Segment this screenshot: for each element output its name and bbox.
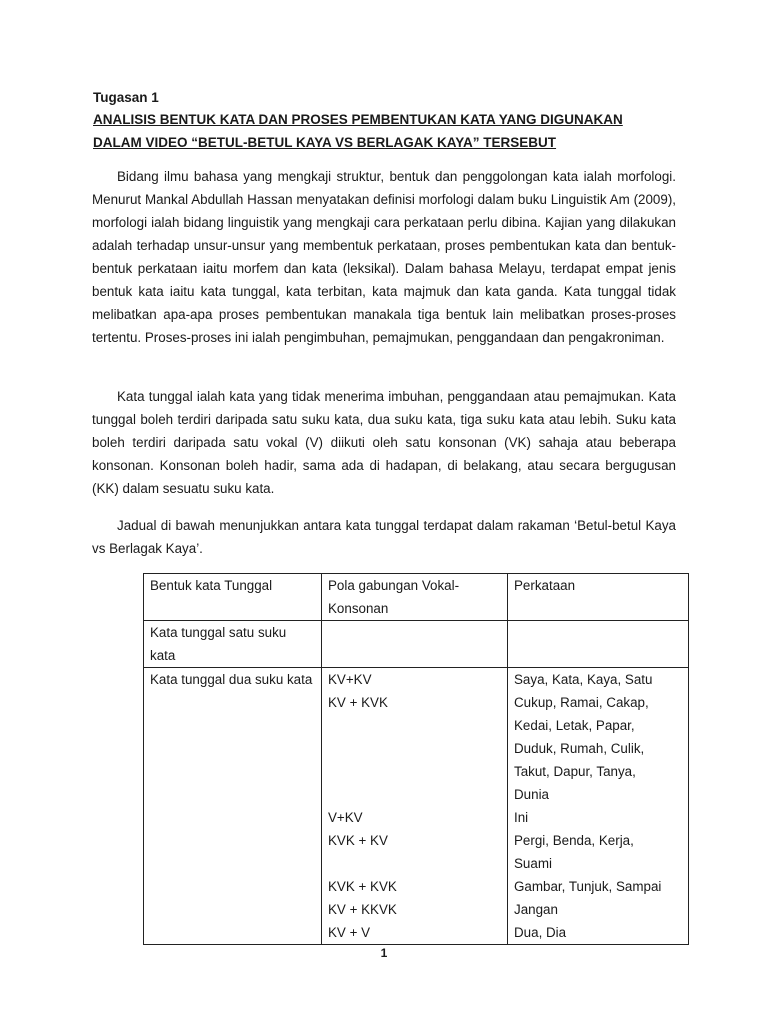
perkataan-line: Jangan: [514, 902, 558, 917]
pola-item: KV + KVK: [328, 695, 388, 710]
header-pola: Pola gabungan Vokal-Konsonan: [322, 574, 508, 621]
pola-item: V+KV: [328, 810, 363, 825]
pola-item: KVK + KV: [328, 833, 388, 848]
perkataan-line: Pergi, Benda, Kerja,: [514, 833, 634, 848]
perkataan-line: Dua, Dia: [514, 925, 567, 940]
title-line-1: ANALISIS BENTUK KATA DAN PROSES PEMBENTUKAN KATA YANG DIGUNAKAN: [93, 112, 623, 127]
pola-item: KV+KV: [328, 672, 372, 687]
pola-item: KVK + KVK: [328, 879, 397, 894]
title-line-2: DALAM VIDEO “BETUL-BETUL KAYA VS BERLAGAK KAYA” TERSEBUT: [93, 135, 557, 150]
table-row: [144, 668, 689, 945]
kata-tunggal-table: [143, 573, 689, 945]
row2-bentuk: Kata tunggal dua suku kata: [144, 668, 322, 945]
row1-bentuk: Kata tunggal satu suku kata: [144, 621, 322, 668]
pola-item: KV + V: [328, 925, 371, 940]
table-header-row: [144, 574, 689, 621]
perkataan-line: Takut, Dapur, Tanya,: [514, 764, 636, 779]
paragraph-kata-tunggal: Kata tunggal ialah kata yang tidak menerima imbuhan, penggandaan atau pemajmukan. Kata tunggal boleh terdiri daripada satu suku kata, dua suku kata, tiga suku kata atau lebih. Suku kata boleh terdiri daripada satu vokal (V) diikuti oleh satu konsonan (VK) sahaja atau beberapa konsonan. Konsonan boleh hadir, sama ada di hadapan, di belakang, atau secara bergugusan (KK) dalam sesuatu suku kata.: [92, 389, 676, 496]
row2-perkataan: [508, 668, 689, 945]
perkataan-line: Ini: [514, 810, 529, 825]
perkataan-line: Gambar, Tunjuk, Sampai: [514, 879, 662, 894]
table-row: [144, 621, 689, 668]
perkataan-line: Kedai, Letak, Papar,: [514, 718, 635, 733]
assignment-label: Tugasan 1: [93, 90, 159, 105]
page-number: 1: [380, 946, 388, 960]
perkataan-line: Duduk, Rumah, Culik,: [514, 741, 645, 756]
paragraph-jadual: Jadual di bawah menunjukkan antara kata tunggal terdapat dalam rakaman ‘Betul-betul Kaya vs Berlagak Kaya’.: [92, 518, 676, 556]
pola-item: KV + KKVK: [328, 902, 397, 917]
perkataan-line: Dunia: [514, 787, 549, 802]
header-perkataan: Perkataan: [508, 574, 689, 621]
perkataan-line: Cukup, Ramai, Cakap,: [514, 695, 649, 710]
header-bentuk: Bentuk kata Tunggal: [144, 574, 322, 621]
paragraph-morfologi: Bidang ilmu bahasa yang mengkaji struktur, bentuk dan penggolongan kata ialah morfologi. Menurut Mankal Abdullah Hassan menyatakan definisi morfologi dalam buku Linguistik Am (2009), morfologi ialah bidang linguistik yang mengkaji cara perkataan perlu dibina. Kajian yang dilakukan adalah terhadap unsur-unsur yang membentuk perkataan, proses pembentukan kata dan bentuk-bentuk perkataan iaitu morfem dan kata (leksikal). Dalam bahasa Melayu, terdapat empat jenis bentuk kata iaitu kata tunggal, kata terbitan, kata majmuk dan kata ganda. Kata tunggal tidak melibatkan apa-apa proses pembentukan manakala tiga bentuk lain melibatkan proses-proses tertentu. Proses-proses ini ialah pengimbuhan, pemajmukan, penggandaan dan pengakroniman.: [92, 169, 676, 345]
perkataan-line: Suami: [514, 856, 552, 871]
row2-pola: [322, 668, 508, 945]
perkataan-line: Saya, Kata, Kaya, Satu: [514, 672, 653, 687]
row1-pola: [322, 621, 508, 668]
row1-perkataan: [508, 621, 689, 668]
